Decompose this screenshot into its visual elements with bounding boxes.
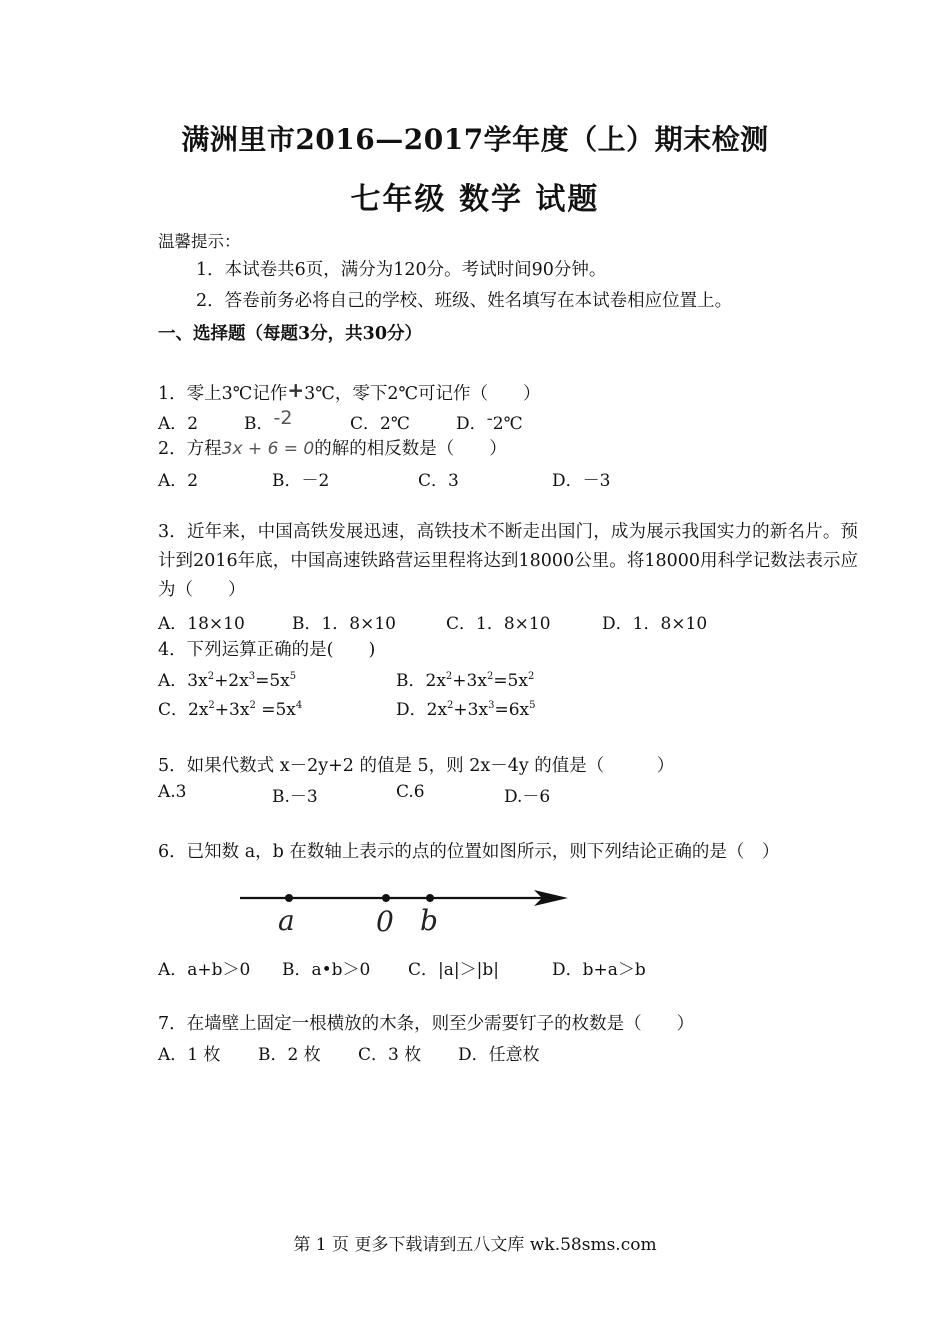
q4a-term3: =5x [255, 671, 290, 691]
q4-option-a-label: A． [158, 671, 188, 691]
q4d-term3: =6x [494, 700, 530, 720]
q4b-exp3: 2 [527, 671, 535, 682]
q4-option-a [158, 666, 296, 691]
q6-option-b: B．a•b＞0 [282, 960, 371, 980]
q1-option-d [456, 409, 523, 434]
q1-option-d-label: D． [456, 414, 487, 434]
point-b-dot [426, 894, 434, 902]
q1-option-d-value: 2℃ [492, 414, 523, 434]
exam-title: 满洲里市2016—2017学年度（上）期末检测 [181, 123, 769, 156]
q2-option-d: D．－3 [552, 471, 611, 491]
q2-option-b: B．－2 [272, 471, 330, 491]
q4b-term2: +3x [452, 671, 487, 691]
q5-option-a: A.3 [158, 782, 187, 802]
q4c-exp3: 4 [295, 700, 303, 711]
q1-option-b-value: -2 [273, 407, 293, 429]
axis-label-a: a [278, 904, 295, 937]
q4b-exp2: 2 [486, 671, 494, 682]
q4-option-c-label: C． [158, 700, 189, 720]
q1-stem-part-b: 3℃，零下2℃可记作（ ） [304, 384, 541, 404]
tips-label: 温馨提示： [158, 232, 241, 251]
q3-option-d: D．1．8×10 [602, 614, 708, 634]
q4a-exp1: 2 [207, 671, 215, 682]
q4b-term3: =5x [493, 671, 528, 691]
question-1-stem [158, 378, 541, 405]
question-6-stem: 6．已知数 a，b 在数轴上表示的点的位置如图所示，则下列结论正确的是（ ） [158, 842, 780, 862]
q4a-exp3: 5 [289, 671, 297, 682]
point-a-dot [285, 894, 293, 902]
q4a-term2: +2x [214, 671, 249, 691]
q2-stem-part-b: 的解的相反数是（ ） [314, 439, 507, 459]
q4-option-d [396, 695, 535, 720]
q6-option-d: D．b+a＞b [552, 960, 646, 980]
q4c-term1: 2x [188, 700, 209, 720]
q4c-exp1: 2 [208, 700, 215, 711]
question-3-stem: 3．近年来，中国高铁发展迅速，高铁技术不断走出国门，成为展示我国实力的新名片。预计到2016年底，中国高速铁路营运里程将达到18000公里。将18000用科学记数法表示应为（ ） [158, 522, 858, 600]
q1-option-d-minus: - [486, 409, 493, 429]
axis-label-zero: 0 [376, 905, 394, 938]
q1-plus-sign: + [287, 378, 305, 402]
q7-option-d: D．任意枚 [458, 1045, 540, 1065]
q2-stem-part-a: 2．方程 [158, 439, 222, 459]
question-5-stem: 5．如果代数式 x－2y+2 的值是 5，则 2x－4y 的值是（ ） [158, 756, 675, 776]
q4d-exp1: 2 [447, 700, 454, 711]
point-zero-dot [382, 894, 390, 902]
q5-option-b: B.－3 [272, 787, 318, 807]
page-footer: 第 1 页 更多下载请到五八文库 wk.58sms.com [293, 1235, 657, 1255]
question-7-stem: 7．在墙壁上固定一根横放的木条，则至少需要钉子的枚数是（ ） [158, 1014, 695, 1034]
q4d-term2: +3x [453, 700, 489, 720]
q5-option-d: D.－6 [504, 787, 551, 807]
q3-option-c: C．1．8×10 [446, 614, 551, 634]
q4d-exp3: 5 [529, 700, 536, 711]
q4c-term3: =5x [255, 700, 296, 720]
q1-option-a: A．2 [158, 414, 199, 434]
q7-option-c: C．3 枚 [358, 1045, 422, 1065]
q4b-term1: 2x [425, 671, 446, 691]
tip-item-1: 1．本试卷共6页，满分为120分。考试时间90分钟。 [196, 260, 607, 280]
q6-option-a: A．a+b＞0 [158, 960, 251, 980]
q4a-term1: 3x [187, 671, 208, 691]
q1-option-b-label: B． [244, 414, 274, 434]
q5-option-c: C.6 [396, 782, 425, 802]
tip-item-2: 2．答卷前务必将自己的学校、班级、姓名填写在本试卷相应位置上。 [196, 291, 733, 311]
q4-option-c [158, 695, 302, 720]
q1-stem-part-a: 1．零上3℃记作 [158, 384, 288, 404]
q3-option-b: B．1．8×10 [292, 614, 397, 634]
section-heading: 一、选择题（每题3分，共30分） [158, 324, 423, 344]
q1-option-c: C．2℃ [350, 414, 410, 434]
q7-option-a: A．1 枚 [158, 1045, 221, 1065]
q4d-exp2: 3 [488, 700, 495, 711]
q6-option-c: C．|a|＞|b| [408, 960, 499, 980]
q4a-exp2: 3 [248, 671, 256, 682]
q2-equation: 3x + 6 = 0 [221, 439, 315, 459]
number-line-figure [236, 880, 576, 942]
q4c-exp2: 2 [249, 700, 256, 711]
q7-option-b: B．2 枚 [258, 1045, 321, 1065]
q4-option-b-label: B． [396, 671, 426, 691]
q2-option-a: A．2 [158, 471, 199, 491]
q2-option-c: C．3 [418, 471, 459, 491]
question-4-stem: 4．下列运算正确的是( ) [158, 640, 376, 660]
q4-option-b [396, 666, 534, 691]
q4-option-d-label: D． [396, 700, 427, 720]
q4c-term2: +3x [214, 700, 250, 720]
q1-option-b [244, 409, 292, 434]
q4b-exp1: 2 [445, 671, 453, 682]
q3-option-a: A．18×10 [158, 614, 245, 634]
q4d-term1: 2x [426, 700, 448, 720]
exam-subtitle: 七年级 数学 试题 [350, 182, 600, 217]
question-2-stem [158, 435, 507, 460]
axis-label-b: b [420, 904, 438, 937]
